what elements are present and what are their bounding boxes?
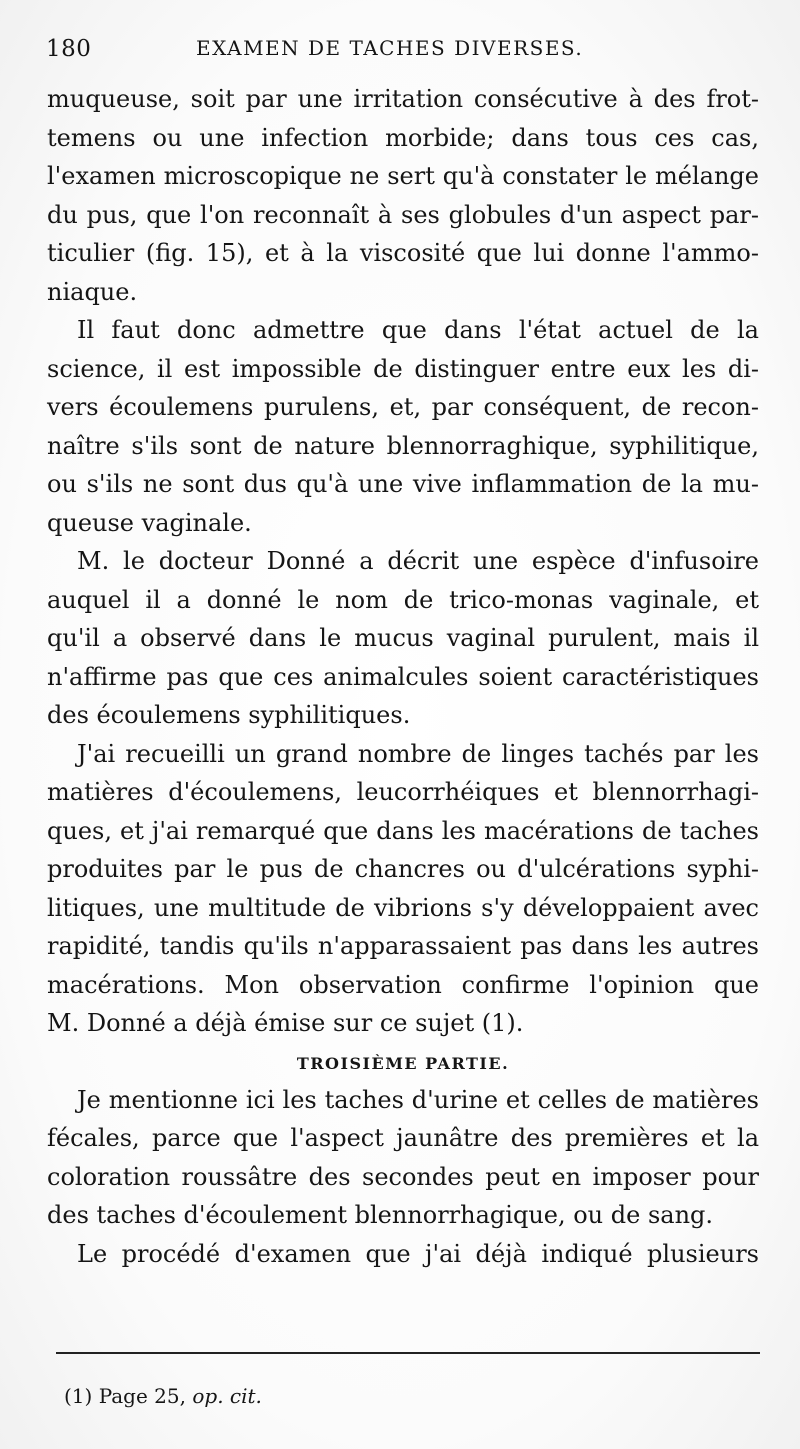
footnote-citation: op. cit.: [192, 1384, 262, 1408]
text-line: ticulier (fig. 15), et à la viscosité que lui donne l'ammo-: [47, 239, 759, 267]
text-line: queuse vaginale.: [47, 508, 252, 537]
paragraph-4: [47, 735, 759, 1043]
running-title: EXAMEN DE TACHES DIVERSES.: [196, 36, 584, 60]
footnote-text: Page 25,: [98, 1384, 186, 1408]
text-line: vers écoulemens purulens, et, par conséquent, de recon-: [47, 393, 759, 421]
footnote: [64, 1384, 262, 1408]
text-line: macérations. Mon observation confirme l'opinion que: [47, 970, 759, 999]
text-line: Le procédé d'examen que j'ai déjà indiqué plusieurs: [77, 1239, 759, 1268]
text-line: du pus, que l'on reconnaît à ses globules d'un aspect par-: [47, 200, 759, 229]
text-line: ques, et j'ai remarqué que dans les macérations de taches: [47, 816, 759, 845]
text-line: rapidité, tandis qu'ils n'apparassaient pas dans les autres: [47, 932, 759, 960]
text-line: J'ai recueilli un grand nombre de linges tachés par les: [77, 739, 759, 768]
footnote-marker: (1): [64, 1384, 93, 1408]
text-line: M. Donné a déjà émise sur ce sujet (1).: [47, 1009, 524, 1037]
text-line: fécales, parce que l'aspect jaunâtre des premières et la: [47, 1124, 759, 1152]
text-line: coloration roussâtre des secondes peut en imposer pour: [47, 1162, 759, 1191]
text-line: Il faut donc admettre que dans l'état actuel de la: [77, 316, 759, 344]
text-line: niaque.: [47, 277, 138, 306]
text-line: science, il est impossible de distinguer entre eux les di-: [47, 354, 759, 383]
page-number: 180: [46, 36, 92, 62]
body-text: [47, 80, 759, 1273]
text-line: l'examen microscopique ne sert qu'à constater le mélange: [47, 162, 759, 190]
text-line: Je mentionne ici les taches d'urine et celles de matières: [77, 1085, 759, 1114]
paragraph-3: [47, 542, 759, 735]
text-line: auquel il a donné le nom de trico-monas vaginale, et: [47, 585, 759, 614]
paragraph-5: [47, 1081, 759, 1235]
text-line: produites par le pus de chancres ou d'ulcérations syphi-: [47, 855, 759, 883]
text-line: muqueuse, soit par une irritation consécutive à des frot-: [47, 85, 759, 113]
footnote-rule: [56, 1352, 760, 1354]
paragraph-2: [47, 311, 759, 542]
text-line: qu'il a observé dans le mucus vaginal purulent, mais il: [47, 624, 759, 652]
text-line: temens ou une infection morbide; dans tous ces cas,: [47, 123, 759, 152]
paragraph-1: [47, 80, 759, 311]
text-line: M. le docteur Donné a décrit une espèce d'infusoire: [77, 547, 759, 575]
text-line: naître s'ils sont de nature blennorraghique, syphilitique,: [47, 431, 759, 460]
text-line: des taches d'écoulement blennorrhagique, ou de sang.: [47, 1201, 714, 1229]
text-line: des écoulemens syphilitiques.: [47, 701, 411, 729]
paragraph-6: [47, 1235, 759, 1274]
text-line: matières d'écoulemens, leucorrhéiques et blennorrhagi-: [47, 778, 759, 806]
text-line: n'affirme pas que ces animalcules soient caractéristiques: [47, 662, 759, 691]
section-heading: TROISIÈME PARTIE.: [296, 1053, 510, 1073]
text-line: ou s'ils ne sont dus qu'à une vive inflammation de la mu-: [47, 470, 759, 498]
page-header: [46, 36, 760, 76]
text-line: litiques, une multitude de vibrions s'y développaient avec: [47, 893, 759, 922]
